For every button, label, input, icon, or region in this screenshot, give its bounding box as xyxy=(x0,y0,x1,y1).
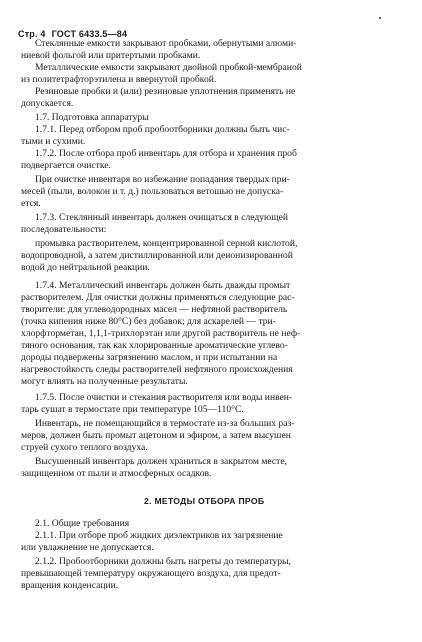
text-line: творители: для углеводородных масел — нефтяной растворитель xyxy=(21,304,288,315)
text-line: промывка растворителем, концентрированной серной кислотой, xyxy=(35,238,298,249)
text-line: нагревостойкость следы растворителей нефтяного происхождения xyxy=(21,364,293,375)
text-line: допускается. xyxy=(21,98,74,109)
text-line: тарь сушат в термостате при температуре 105—110°C. xyxy=(21,404,244,415)
text-line: Инвентарь, не помещающийся в термостате из-за больших раз- xyxy=(35,418,295,429)
text-line: Резиновые пробки и (или) резиновые уплотнения применять не xyxy=(35,86,296,97)
text-line: 1.7. Подготовка аппаратуры xyxy=(35,112,149,123)
text-line: или увлажнение не допускается. xyxy=(21,542,154,553)
text-line: 1.7.3. Стеклянный инвентарь должен очищаться в следующей xyxy=(35,212,288,223)
text-line: превышающей температуру окружающего воздуха, для предот- xyxy=(21,568,281,579)
text-line: хлорфторметан, 1,1,1-трихлорэтан или другой растворитель не неф- xyxy=(21,328,301,339)
text-line: 1.7.4. Металлический инвентарь должен быть дважды промыт xyxy=(35,280,291,291)
text-line: 1.7.5. После очистки и стекания растворителя или воды инвен- xyxy=(35,392,293,403)
text-line: тыми и сухими. xyxy=(21,136,86,147)
text-line: Стеклянные емкости закрывают пробками, обернутыми алюми- xyxy=(35,38,297,49)
text-line: вращения конденсации. xyxy=(21,580,119,591)
text-line: 2.1.1. При отборе проб жидких диэлектриков их загрязнение xyxy=(35,530,283,541)
text-line: Металлические емкости закрывают двойной пробкой-мембраной xyxy=(35,62,302,73)
text-line: ниевой фольгой или притертыми пробками. xyxy=(21,50,201,61)
text-line: ется. xyxy=(21,198,41,209)
page-number-label: Стр. 4 xyxy=(18,29,46,39)
gost-designation: ГОСТ 6433.5—84 xyxy=(51,29,128,39)
text-line: Высушенный инвентарь должен храниться в закрытом месте, xyxy=(35,456,288,467)
text-line: 2.1.2. Пробоотборники должны быть нагреты до температуры, xyxy=(35,556,291,567)
text-line: 2.1. Общие требования xyxy=(35,518,130,529)
text-line: 1.7.2. После отбора проб инвентарь для отбора и хранения проб xyxy=(35,148,297,159)
text-line: тяного основания, так как хлорированные ароматические углево- xyxy=(21,340,288,351)
text-line: водой до нейтральной реакции. xyxy=(21,262,150,273)
text-line: защищенном от пыли и атмосферных осадков. xyxy=(21,468,212,479)
text-line: (точка кипения ниже 80°C) без добавок; для аскарелей — три- xyxy=(21,316,276,327)
print-speck xyxy=(379,17,381,19)
text-line: подвергается очистке. xyxy=(21,160,111,171)
text-line: При очистке инвентаря во избежание попадания твердых при- xyxy=(35,174,290,185)
text-line: растворителем. Для очистки должны применяться следующие рас- xyxy=(21,292,295,303)
text-line: могут влиять на полученные результаты. xyxy=(21,376,188,387)
text-line: из политетрафторэтилена и ввернутой пробкой. xyxy=(21,74,217,85)
text-line: месей (пыли, волокон и т. д.) пользоваться ветошью не допуска- xyxy=(21,186,284,197)
text-line: меров, должен быть промыт ацетоном и эфиром, а затем высушен xyxy=(21,430,291,441)
section-heading: 2. МЕТОДЫ ОТБОРА ПРОБ xyxy=(144,496,265,506)
text-line: струей сухого теплого воздуха. xyxy=(21,442,148,453)
text-line: дороды подвержены загрязнению маслом, и при испытании на xyxy=(21,352,278,363)
text-line: водопроводной, а затем дистиллированной или деионизированной xyxy=(21,250,293,261)
text-line: последовательности: xyxy=(21,224,107,235)
text-line: 1.7.1. Перед отбором проб пробоотборники должны быть чис- xyxy=(35,124,290,135)
